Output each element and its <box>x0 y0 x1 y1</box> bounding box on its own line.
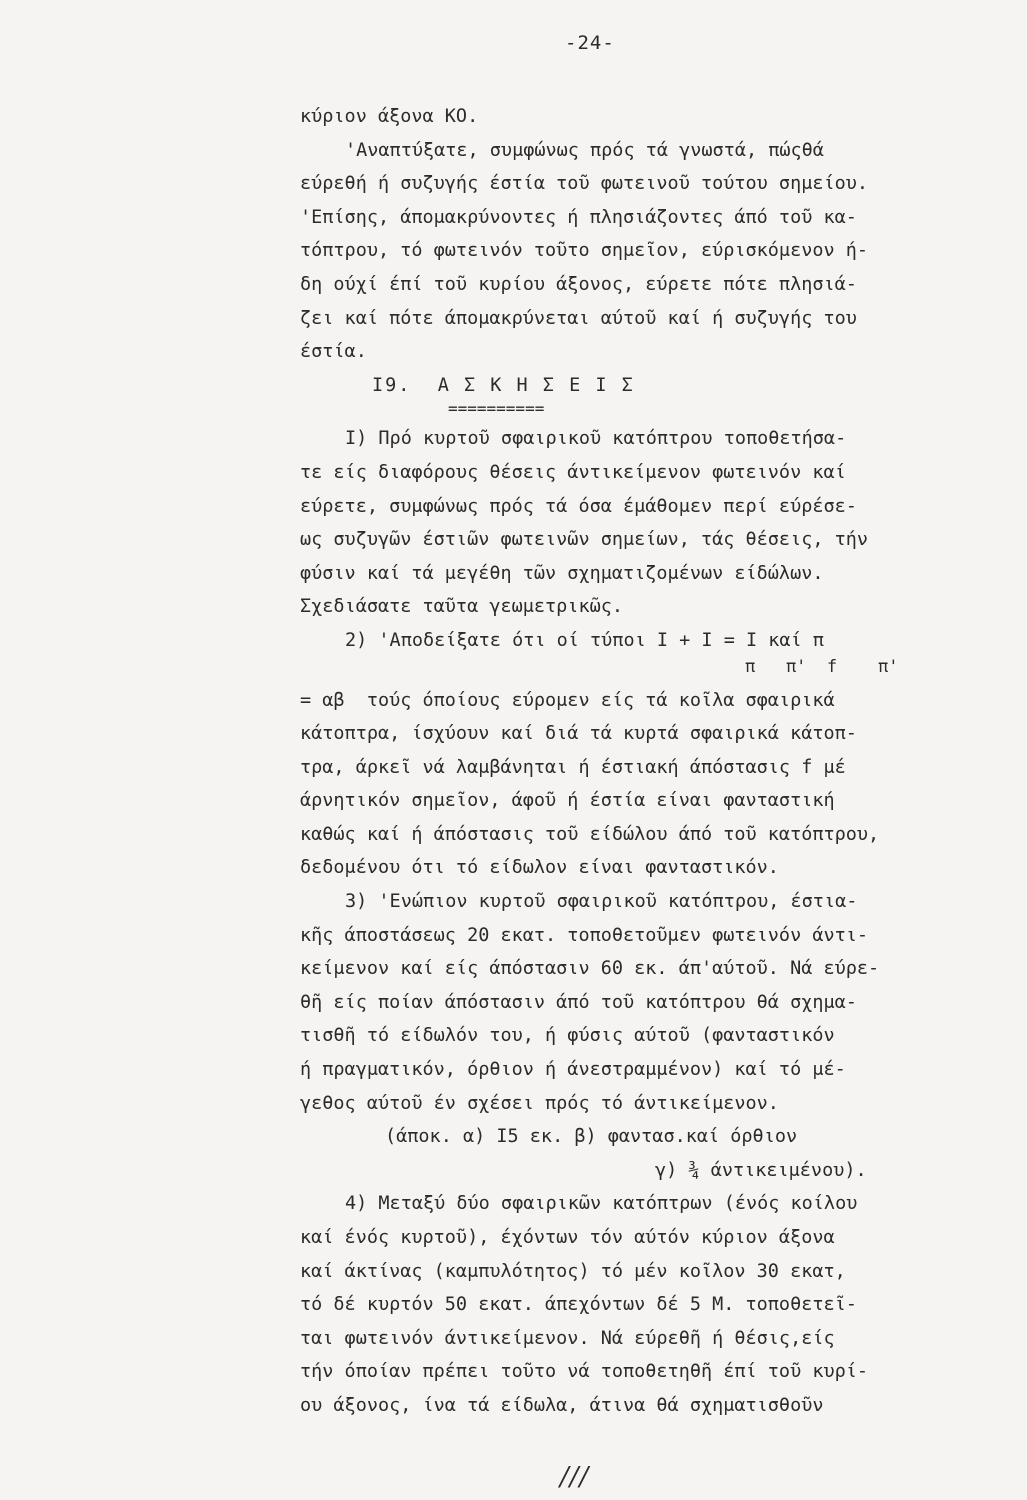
text-line: τόπτρου, τό φωτεινόν τοῦτο σημεῖον, εύρισκόμενον ή- <box>300 240 869 262</box>
text-line: φύσιν καί τά μεγέθη τῶν σχηματιζομένων είδώλων. <box>300 562 824 584</box>
text-line: άρνητικόν σημεῖον, άφοῦ ή έστία είναι φανταστική <box>300 790 835 812</box>
text-line: 'Αναπτύξατε, συμφώνως πρός τά γνωστά, πώςθά <box>345 139 824 161</box>
text-line: κάτοπτρα, ίσχύουν καί διά τά κυρτά σφαιρικά κάτοπ- <box>300 723 857 745</box>
text-line: έστία. <box>300 341 367 363</box>
text-line: 'Επίσης, άπομακρύνοντες ή πλησιάζοντες άπό τοῦ κα- <box>300 206 857 228</box>
text-line: τε είς διαφόρους θέσεις άντικείμενον φωτεινόν καί <box>300 461 846 483</box>
text-line: ται φωτεινόν άντικείμενον. Νά εύρεθῆ ή θέσις,είς <box>300 1327 835 1349</box>
text-line: γεθος αύτοῦ έν σχέσει πρός τό άντικείμενον. <box>300 1092 779 1114</box>
text-line: κείμενον καί είς άπόστασιν 60 εκ. άπ'αύτοῦ. Νά εύρε- <box>300 958 880 980</box>
text-line: ========== <box>448 399 545 419</box>
text-line: θῆ είς ποίαν άπόστασιν άπό τοῦ κατόπτρου θά σχημα- <box>300 991 857 1013</box>
footer-mark: /// <box>560 1462 590 1492</box>
text-line: δη ούχί έπί τοῦ κυρίου άξονος, εύρετε πότε πλησιά- <box>300 273 857 295</box>
text-line: τισθῆ τό είδωλόν του, ή φύσις αύτοῦ (φανταστικόν <box>300 1025 835 1047</box>
text-line: ως συζυγῶν έστιῶν φωτεινῶν σημείων, τάς θέσεις, τήν <box>300 529 869 551</box>
text-line: καί άκτίνας (καμπυλότητος) τό μέν κοῖλον 30 εκατ, <box>300 1260 846 1282</box>
text-line: τρα, άρκεῖ νά λαμβάνηται ή έστιακή άπόστασις f μέ <box>300 756 846 778</box>
text-line: ζει καί πότε άπομακρύνεται αύτοῦ καί ή συζυγής του <box>300 307 857 329</box>
text-line: κύριον άξονα ΚΟ. <box>300 106 479 127</box>
text-line: Ι) Πρό κυρτοῦ σφαιρικοῦ κατόπτρου τοποθετήσα- <box>345 428 847 450</box>
text-line: 4) Μεταξύ δύο σφαιρικῶν κατόπτρων (ένός κοίλου <box>345 1193 858 1215</box>
text-line: καθώς καί ή άπόστασις τοῦ είδώλου άπό τοῦ κατόπτρου, <box>300 823 880 845</box>
text-line: = αβ τούς όποίους εύρομεν είς τά κοῖλα σφαιρικά <box>300 689 835 711</box>
text-line: γ) ¾ άντικειμένου). <box>655 1159 867 1181</box>
text-line: (άποκ. α) Ι5 εκ. β) φαντασ.καί όρθιον <box>385 1126 798 1148</box>
text-line: Σχεδιάσατε ταῦτα γεωμετρικῶς. <box>300 596 624 618</box>
text-line: ή πραγματικόν, όρθιον ή άνεστραμμένον) καί τό μέ- <box>300 1059 846 1081</box>
page-number: -24- <box>565 32 615 54</box>
text-line: τήν όποίαν πρέπει τοῦτο νά τοποθετηθῆ έπί τοῦ κυρί- <box>300 1361 869 1383</box>
text-line: 3) 'Ενώπιον κυρτοῦ σφαιρικοῦ κατόπτρου, έστια- <box>345 891 858 913</box>
text-line: π π' f π' <box>745 656 899 677</box>
text-line: δεδομένου ότι τό είδωλον είναι φανταστικόν. <box>300 857 779 879</box>
text-line: εύρεθή ή συζυγής έστία τοῦ φωτεινοῦ τούτου σημείου. <box>300 173 869 195</box>
section-heading: Ι9. Α Σ Κ Η Σ Ε Ι Σ <box>372 374 635 396</box>
text-line: 2) 'Αποδείξατε ότι οί τύποι Ι + Ι = Ι καί π <box>345 629 824 651</box>
text-line: ου άξονος, ίνα τά είδωλα, άτινα θά σχηματισθοῦν <box>300 1394 824 1416</box>
body-text <box>300 100 1020 1423</box>
text-line: τό δέ κυρτόν 50 εκατ. άπεχόντων δέ 5 Μ. τοποθετεῖ- <box>300 1294 857 1316</box>
text-line: εύρετε, συμφώνως πρός τά όσα έμάθομεν περί εύρέσε- <box>300 495 857 517</box>
text-line: κῆς άποστάσεως 20 εκατ. τοποθετοῦμεν φωτεινόν άντι- <box>300 924 869 946</box>
text-line: καί ένός κυρτοῦ), έχόντων τόν αύτόν κύριον άξονα <box>300 1227 835 1248</box>
